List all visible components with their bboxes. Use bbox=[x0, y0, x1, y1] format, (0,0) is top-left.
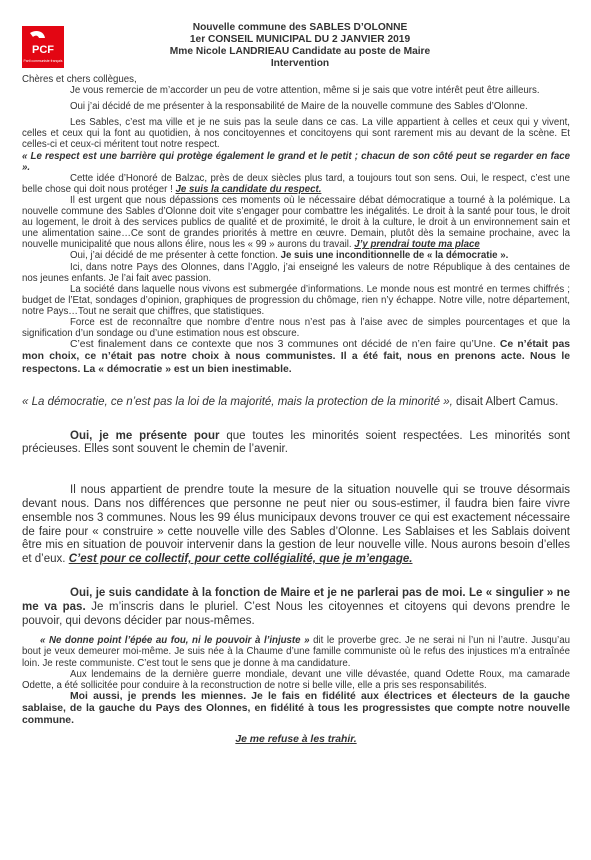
candidacy-bold: Oui, je suis candidate à la fonction de Maire et je ne parlerai pas de moi. Le « singulier » ne me va pas. bbox=[22, 586, 570, 613]
paragraph-decision: Oui j’ai décidé de me présenter à la responsabilité de Maire de la nouvelle commune des Sables d’Olonne. bbox=[70, 101, 528, 113]
paragraph-fidelity: Moi aussi, je prends les miennes. Je le fais en fidélité aux électrices et électeurs de la gauche sablaise, de la gauche du Pays des Olonnes, en fidélité à tous les progressistes que compte notre nouvelle commune. bbox=[22, 690, 570, 727]
paragraph-merger bbox=[22, 339, 570, 376]
paragraph-candidacy bbox=[22, 587, 570, 628]
merger-text: C’est finalement dans ce contexte que nos 3 communes ont décidé de n’en faire qu’Une. bbox=[70, 339, 496, 351]
paragraph-democracy bbox=[22, 250, 570, 261]
camus-attribution: disait Albert Camus. bbox=[456, 395, 559, 408]
header-candidate: Mme Nicole LANDRIEAU Candidate au poste de Maire bbox=[169, 46, 431, 57]
paragraph-respect bbox=[22, 173, 570, 195]
paragraph-inequalities bbox=[22, 195, 570, 250]
paragraph-new-city bbox=[22, 484, 570, 567]
paragraph-proverb bbox=[22, 635, 570, 668]
closing-line: Je me refuse à les trahir. bbox=[235, 734, 357, 746]
democracy-bold: Je suis une inconditionnelle de « la démocratie ». bbox=[280, 250, 509, 262]
respect-emphasis: Je suis la candidate du respect. bbox=[175, 183, 322, 195]
header-council: 1er CONSEIL MUNICIPAL DU 2 JANVIER 2019 bbox=[189, 34, 411, 45]
paragraph-city: Les Sables, c’est ma ville et je ne suis pas la seule dans ce cas. La ville appartient à celles et ceux qui y vivent, celles et ceux qui la font au quotidien, à nos concitoyennes et concitoyens qui sont rarement mis au devant de la scène. Et celles-ci et ceux-ci méritent tout notre respect. bbox=[22, 117, 570, 151]
paragraph-minorities bbox=[22, 430, 570, 458]
logo-text: PCF bbox=[32, 44, 54, 56]
paragraph-teaching: Ici, dans notre Pays des Olonnes, dans l’Agglo, j’ai enseigné les valeurs de notre République à des centaines de nos jeunes enfants. Je l’ai fait avec passion. bbox=[22, 261, 570, 284]
merger-bold: Ce n’était pas mon choix, ce n’était pas notre choix à nous communistes. Il a été fait, nous en prenons acte. Nous le respectons. La « démocratie » est un bien inestimable. bbox=[22, 339, 571, 375]
inequalities-text: Il est urgent que nous dépassions ces moments où le nécessaire débat démocratique a tourné à la polémique. La nouvelle commune des Sables d’Olonne doit vite s’engager pour combattre les inégalités. Le droit à la santé pour tous, le droit au logement, le droit à des services publics de qualité et de proximité, le droit à la culture, le droit à un environnement sain et une alimentation saine…Ce sont de grandes priorités à mettre en œuvre. Demain, plutôt dès la semaine prochaine, avec la nouvelle municipalité que nous allons élire, nous les « 99 » aurons du travail. bbox=[22, 194, 570, 251]
proverb-text: dit le proverbe grec. Je ne serai ni l’un ni l’autre. Jusqu’au bout je veux demeurer moi-même. Je suis née à la Chaume d’une famille communiste où le refus des injustices m’a entraînée loin. Je reste communiste. C’est tout le sens que je donne à ma candidature. bbox=[22, 635, 570, 669]
respect-text: Cette idée d’Honoré de Balzac, près de deux siècles plus tard, a toujours tout son sens. Oui, le respect, c’est une belle chose qui doit nous protéger ! bbox=[22, 172, 570, 195]
democracy-text: Oui, j’ai décidé de me présenter à cette fonction. bbox=[70, 250, 278, 262]
header-commune: Nouvelle commune des SABLES D’OLONNE bbox=[192, 22, 408, 33]
paragraph-thanks: Je vous remercie de m’accorder un peu de votre attention, même si je sais que votre intérêt peut être ailleurs. bbox=[70, 85, 540, 97]
pcf-logo bbox=[22, 26, 64, 68]
quote-camus: « La démocratie, ce n’est pas la loi de la majorité, mais la protection de la minorité », bbox=[22, 395, 453, 408]
logo-subtext: Parti communiste français bbox=[23, 59, 63, 63]
salutation: Chères et chers collègues, bbox=[22, 74, 137, 85]
paragraph-information: La société dans laquelle nous vivons est submergée d’informations. Le monde nous est montré en termes chiffrés ; budget de l’Etat, sondages d’opinion, graphiques de progression du chômage, rien n’y échappe. Notre ville, notre département, notre Pays…Tout ne serait que chiffres, que statistiques. bbox=[22, 283, 570, 317]
candidacy-text: Je m’inscris dans le pluriel. C’est Nous les citoyennes et citoyens qui devons prendre le pouvoir, qui devons décider par nous-mêmes. bbox=[22, 600, 570, 627]
paragraph-statistics: Force est de reconnaître que nombre d’entre nous n’est pas à l’aise avec de simples pourcentages et que la signification d’un sondage ou d’une estimation nous est obscure. bbox=[22, 316, 570, 340]
quote-balzac: « Le respect est une barrière qui protège également le grand et le petit ; chacun de son côté peut se regarder en face ». bbox=[22, 150, 570, 173]
document-header bbox=[150, 22, 450, 70]
new-city-emphasis: C’est pour ce collectif, pour cette collégialité, que je m’engage. bbox=[68, 553, 413, 566]
new-city-text: Il nous appartient de prendre toute la mesure de la situation nouvelle qui se trouve désormais devant nous. Dans nos différences que personne ne peut nier ou sous-estimer, il faudra bien faire vivre ensemble nos 3 communes. Nous les 99 élus municipaux devons trouver ce qui est exactement nécessaire de faire pour « construire » cette nouvelle ville des Sables d’Olonne. Les Sablaises et les Sablais doivent être mis en situation de pouvoir intervenir dans la gestion de leur nouvelle ville. Nous aurons besoin d’elles et d’eux. bbox=[22, 484, 570, 566]
minorities-text: que toutes les minorités soient respectées. Les minorités sont précieuses. Elles sont souvent le chemin de l’avenir. bbox=[22, 429, 571, 456]
paragraph-odette: Aux lendemains de la dernière guerre mondiale, devant une ville dévastée, quand Odette Roux, ma camarade Odette, a été sollicitée pour conduire à la reconstruction de notre si belle ville, elle a pris ses responsabilités. bbox=[22, 668, 570, 691]
speech-body bbox=[22, 74, 570, 747]
quote-proverb: « Ne donne point l’épée au fou, ni le pouvoir à l’injuste » bbox=[40, 635, 310, 647]
header-intervention: Intervention bbox=[270, 58, 330, 69]
paragraph-camus bbox=[22, 396, 570, 410]
inequalities-emphasis: J’y prendrai toute ma place bbox=[354, 239, 480, 251]
minorities-bold: Oui, je me présente pour bbox=[70, 429, 220, 442]
